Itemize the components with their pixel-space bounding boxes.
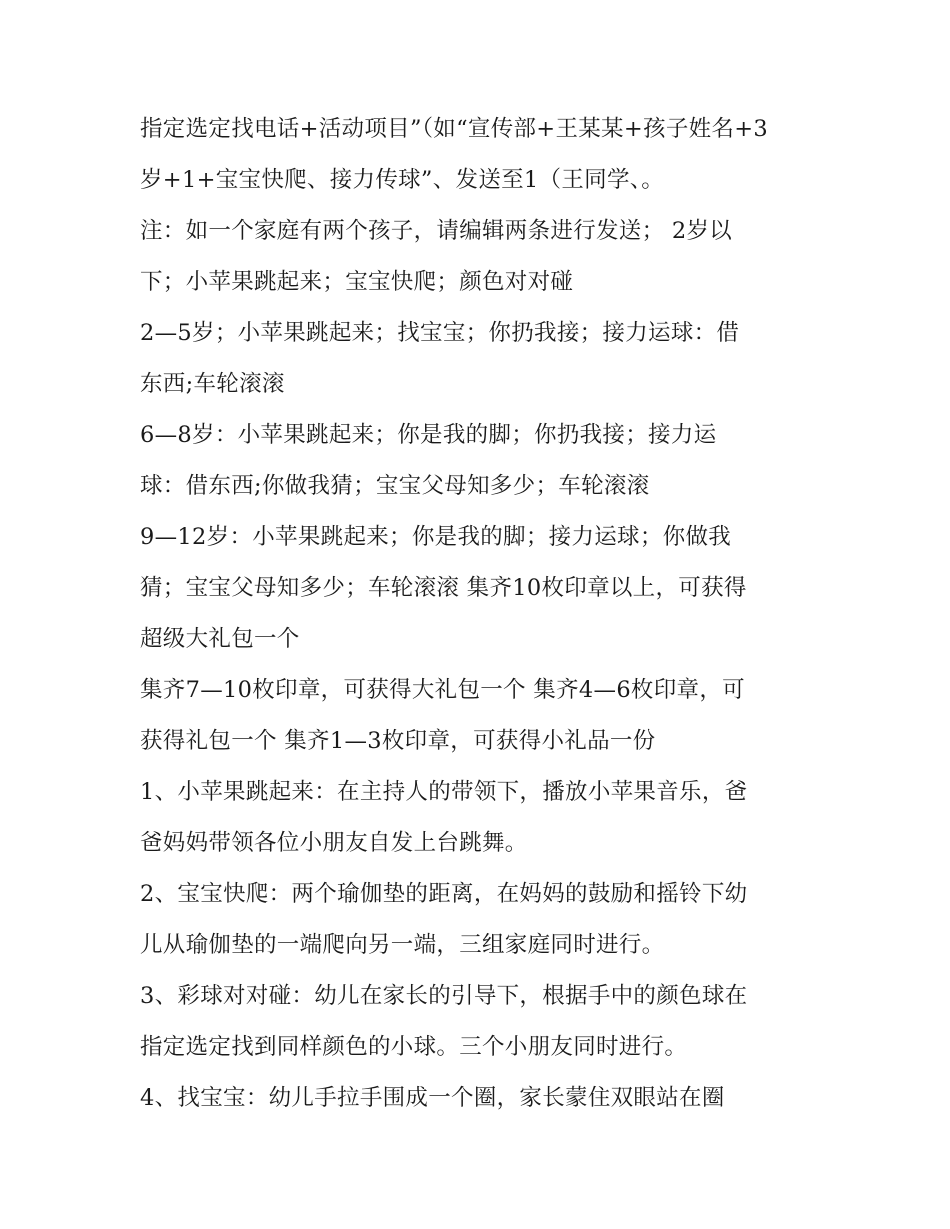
text-line: 6—8岁：小苹果跳起来；你是我的脚；你扔我接；接力运 [140,422,717,448]
text-line: 9—12岁：小苹果跳起来；你是我的脚；接力运球；你做我 [140,524,732,550]
text-line: 3、彩球对对碰：幼儿在家长的引导下，根据手中的颜色球在 [140,983,748,1009]
text-line: 2—5岁；小苹果跳起来；找宝宝；你扔我接；接力运球：借 [140,320,740,346]
text-line: 岁+1+宝宝快爬、接力传球”、发送至1（王同学、。 [140,167,665,193]
text-line: 注：如一个家庭有两个孩子，请编辑两条进行发送； 2岁以 [140,218,733,244]
text-line: 猜；宝宝父母知多少；车轮滚滚 集齐10枚印章以上，可获得 [140,575,747,601]
text-line: 儿从瑜伽垫的一端爬向另一端，三组家庭同时进行。 [140,932,665,958]
text-line: 集齐7—10枚印章，可获得大礼包一个 集齐4—6枚印章，可 [140,677,745,703]
text-line: 4、找宝宝：幼儿手拉手围成一个圈，家长蒙住双眼站在圈 [140,1085,725,1111]
text-line: 超级大礼包一个 [140,626,300,652]
text-line: 东西;车轮滚滚 [140,371,285,397]
document-body [140,104,820,1124]
text-line: 1、小苹果跳起来：在主持人的带领下，播放小苹果音乐，爸 [140,779,748,805]
text-line: 下；小苹果跳起来；宝宝快爬；颜色对对碰 [140,269,574,295]
text-line: 2、宝宝快爬：两个瑜伽垫的距离，在妈妈的鼓励和摇铃下幼 [140,881,748,907]
text-line: 爸妈妈带领各位小朋友自发上台跳舞。 [140,830,528,856]
text-line: 指定选定找到同样颜色的小球。三个小朋友同时进行。 [140,1034,688,1060]
text-line: 球：借东西;你做我猜；宝宝父母知多少；车轮滚滚 [140,473,650,499]
text-line: 获得礼包一个 集齐1—3枚印章，可获得小礼品一份 [140,728,656,754]
text-line: 指定选定找电话+活动项目”（如“宣传部+王某某+孩子姓名+3 [140,116,768,142]
